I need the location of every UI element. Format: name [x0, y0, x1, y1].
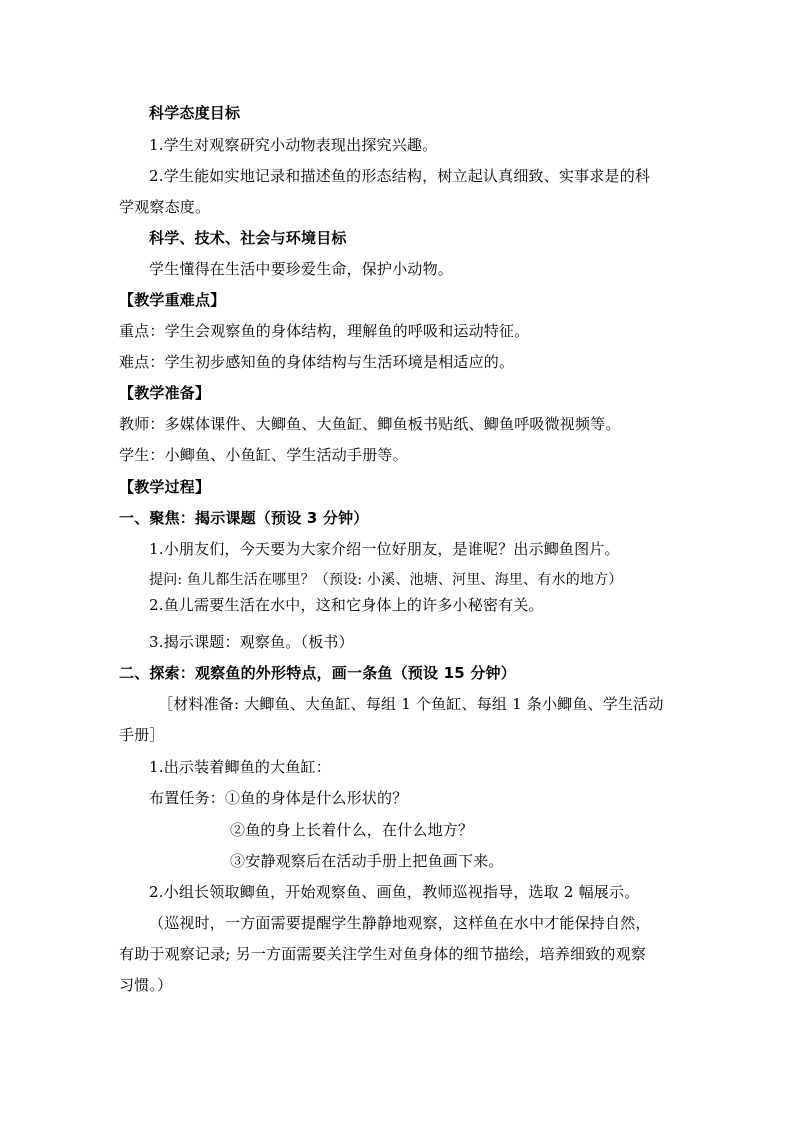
paragraph-line: 手册］: [119, 726, 165, 744]
paragraph-line: 布置任务：①鱼的身体是什么形状的？: [149, 789, 408, 807]
paragraph-line: 重点：学生会观察鱼的身体结构，理解鱼的呼吸和运动特征。: [119, 322, 530, 340]
paragraph-line: ［材料准备: 大鲫鱼、大鱼缸、每组 1 个鱼缸、每组 1 条小鲫鱼、学生活动: [158, 695, 664, 713]
paragraph-line: 2.小组长领取鲫鱼，开始观察鱼、画鱼，教师巡视指导，选取 2 幅展示。: [149, 883, 640, 901]
heading-explore: 二、探索：观察鱼的外形特点，画一条鱼（预设 15 分钟）: [119, 664, 516, 682]
paragraph-line: 难点：学生初步感知鱼的身体结构与生活环境是相适应的。: [119, 353, 515, 371]
paragraph-line: ②鱼的身上长着什么，在什么地方？: [230, 821, 474, 839]
paragraph-line: 1.学生对观察研究小动物表现出探究兴趣。: [149, 136, 438, 154]
paragraph-line: 提问: 鱼儿都生活在哪里？（预设: 小溪、池塘、河里、海里、有水的地方）: [149, 572, 623, 588]
paragraph-line: （巡视时，一方面需要提醒学生静静地观察，这样鱼在水中才能保持自然，: [149, 914, 651, 932]
heading-focus: 一、聚焦：揭示课题（预设 3 分钟）: [119, 509, 369, 527]
heading-preparation: 【教学准备】: [119, 384, 211, 402]
paragraph-line: 3.揭示课题：观察鱼。（板书）: [149, 633, 354, 651]
heading-key-points: 【教学重难点】: [119, 291, 226, 309]
paragraph-line: 教师：多媒体课件、大鲫鱼、大鱼缸、鲫鱼板书贴纸、鲫鱼呼吸微视频等。: [119, 415, 621, 433]
paragraph-line: 习惯。）: [119, 976, 173, 994]
paragraph-line: 学生：小鲫鱼、小鱼缸、学生活动手册等。: [119, 446, 408, 464]
heading-science-attitude: 科学态度目标: [149, 104, 241, 122]
paragraph-line: 1.出示装着鲫鱼的大鱼缸：: [149, 758, 331, 776]
heading-stse: 科学、技术、社会与环境目标: [149, 229, 347, 247]
heading-process: 【教学过程】: [119, 478, 211, 496]
paragraph-line: ③安静观察后在活动手册上把鱼画下来。: [230, 852, 504, 870]
paragraph-line: 2.学生能如实地记录和描述鱼的形态结构，树立起认真细致、实事求是的科: [149, 167, 651, 185]
paragraph-line: 2.鱼儿需要生活在水中，这和它身体上的许多小秘密有关。: [149, 596, 544, 614]
paragraph-line: 学生懂得在生活中要珍爱生命，保护小动物。: [149, 260, 454, 278]
paragraph-line: 1.小朋友们，今天要为大家介绍一位好朋友，是谁呢？出示鲫鱼图片。: [149, 540, 620, 558]
paragraph-line: 学观察态度。: [119, 198, 211, 216]
paragraph-line: 有助于观察记录; 另一方面需要关注学生对鱼身体的细节描绘，培养细致的观察: [119, 945, 647, 963]
